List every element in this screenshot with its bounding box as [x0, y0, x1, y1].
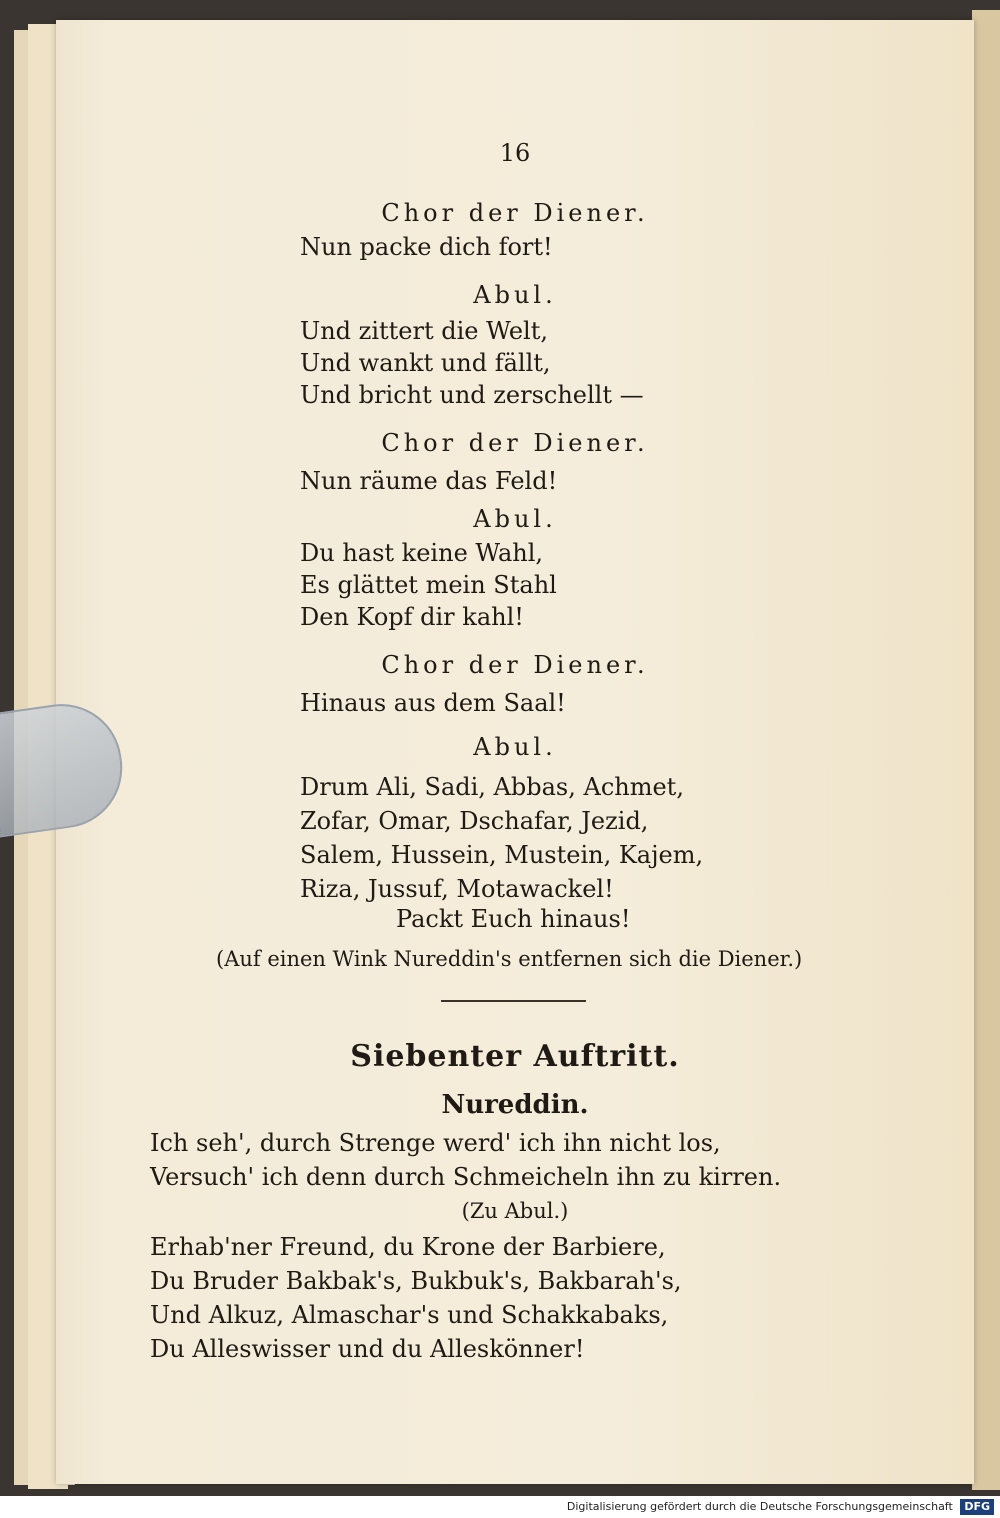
verse-line: Du Bruder Bakbak's, Bukbuk's, Bakbarah's, — [150, 1267, 682, 1295]
stage-direction: (Auf einen Wink Nureddin's entfernen sich die Diener.) — [216, 947, 803, 971]
verse-line: Zofar, Omar, Dschafar, Jezid, — [300, 807, 649, 835]
footer-text: Digitalisierung gefördert durch die Deutsche Forschungsgemeinschaft — [566, 1500, 953, 1513]
verse-line: Und Alkuz, Almaschar's und Schakkabaks, — [150, 1301, 669, 1329]
section-divider — [441, 1000, 586, 1002]
speaker-label: Abul. — [473, 733, 557, 761]
verse-line: Ich seh', durch Strenge werd' ich ihn nicht los, — [150, 1129, 721, 1157]
verse-line: Hinaus aus dem Saal! — [300, 689, 566, 717]
page-text — [56, 20, 974, 1484]
verse-line: Und bricht und zerschellt — — [300, 381, 644, 409]
speaker-label: Chor der Diener. — [381, 651, 649, 679]
dfg-logo: DFG — [960, 1499, 994, 1515]
verse-line: Drum Ali, Sadi, Abbas, Achmet, — [300, 773, 684, 801]
scene-heading: Siebenter Auftritt. — [350, 1039, 680, 1074]
verse-line: Salem, Hussein, Mustein, Kajem, — [300, 841, 704, 869]
verse-line: Versuch' ich denn durch Schmeicheln ihn zu kirren. — [150, 1163, 782, 1191]
verse-line: Packt Euch hinaus! — [396, 905, 631, 933]
verse-line: Du hast keine Wahl, — [300, 539, 544, 567]
verse-line: Den Kopf dir kahl! — [300, 603, 524, 631]
book-page — [56, 20, 974, 1484]
verse-line: Nun packe dich fort! — [300, 233, 553, 261]
speaker-label: Abul. — [473, 281, 557, 309]
verse-line: Und zittert die Welt, — [300, 317, 548, 345]
speaker-label: Abul. — [473, 505, 557, 533]
speaker-label: Nureddin. — [441, 1090, 589, 1120]
speaker-label: Chor der Diener. — [381, 199, 649, 227]
verse-line: Nun räume das Feld! — [300, 467, 558, 495]
verse-line: Riza, Jussuf, Motawackel! — [300, 875, 614, 903]
facing-page-edge — [972, 10, 1000, 1490]
stage-direction: (Zu Abul.) — [461, 1199, 569, 1223]
verse-line: Du Alleswisser und du Alleskönner! — [150, 1335, 585, 1363]
verse-line: Es glättet mein Stahl — [300, 571, 557, 599]
digitization-footer — [0, 1496, 1000, 1518]
page-number: 16 — [499, 139, 531, 167]
speaker-label: Chor der Diener. — [381, 429, 649, 457]
verse-line: Und wankt und fällt, — [300, 349, 551, 377]
verse-line: Erhab'ner Freund, du Krone der Barbiere, — [150, 1233, 666, 1261]
